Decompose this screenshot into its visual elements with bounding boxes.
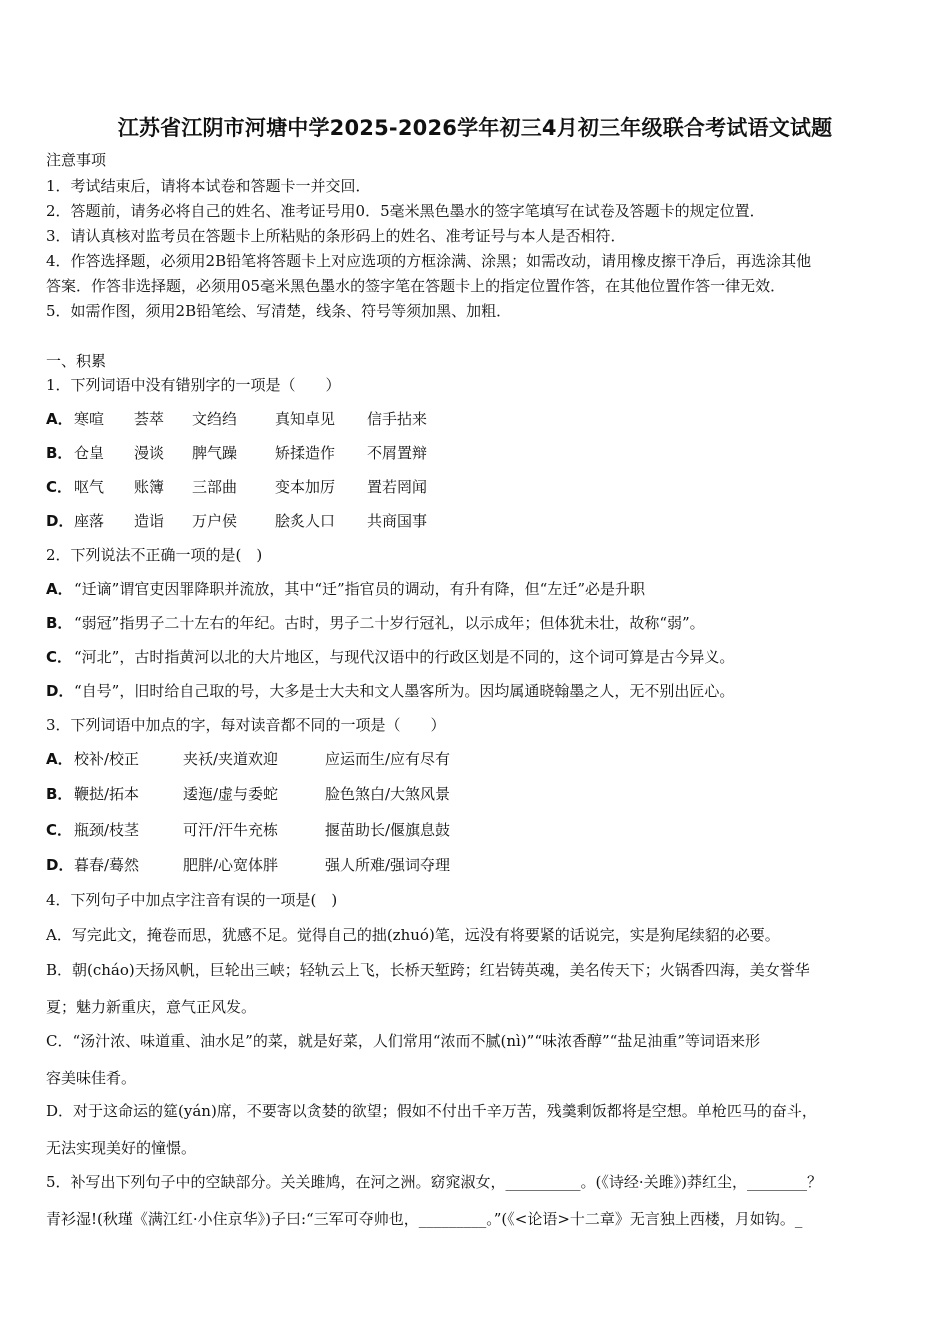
option-word: 脾气躁 [192,444,238,462]
option-text: “迁谪”谓官吏因罪降职并流放，其中“迁”指官员的调动，有升有降，但“左迁”必是升职 [74,580,646,598]
option-word: 仓皇 [74,444,105,462]
question-4-stem: 4．下列句子中加点字注音有误的一项是( ) [46,891,338,909]
section-heading: 一、积累 [46,352,107,370]
option-word: 夹袄/夹道欢迎 [183,750,279,768]
question-1-stem: 1．下列词语中没有错别字的一项是（ ） [46,376,341,394]
option-word: 鞭挞/拓本 [74,785,140,803]
notice-item: 3．请认真核对监考员在答题卡上所粘贴的条形码上的姓名、准考证号与本人是否相符． [46,227,626,245]
option-word: 矫揉造作 [275,444,336,462]
notice-item: 5．如需作图，须用2B铅笔绘、写清楚，线条、符号等须加黑、加粗． [46,302,512,320]
option-label: C． [46,821,73,839]
option-label: B． [46,444,73,462]
option-label: B． [46,785,73,803]
option-word: 漫谈 [134,444,165,462]
option-label: D． [46,512,74,530]
notice-item: 4．作答选择题，必须用2B铅笔将答题卡上对应选项的方框涂满、涂黑；如需改动，请用橡皮擦干净后，再选涂其他 [46,252,812,270]
option-text: “自号”，旧时给自己取的号，大多是士大夫和文人墨客所为。因均属通晓翰墨之人，无不别出匠心。 [74,682,735,700]
question-4-line: 无法实现美好的憧憬。 [46,1139,197,1157]
question-4-line: A．写完此文，掩卷而思，犹感不足。觉得自己的拙(zhuó)笔，远没有将要紧的话说完，实是狗尾续貂的必要。 [46,926,780,944]
question-4-line: B．朝(cháo)天扬风帆，巨轮出三峡；轻轨云上飞，长桥天堑跨；红岩铸英魂，美名传天下；火锅香四海，美女誉华 [46,961,810,979]
question-3-stem: 3．下列词语中加点的字，每对读音都不同的一项是（ ） [46,716,446,734]
option-word: 座落 [74,512,105,530]
option-word: 暮春/蓦然 [74,856,140,874]
option-word: 校补/校正 [74,750,140,768]
option-word: 置若罔闻 [367,478,428,496]
question-2-stem: 2．下列说法不正确一项的是( ) [46,546,263,564]
notice-item: 2．答题前，请务必将自己的姓名、准考证号用0．5毫米黑色墨水的签字笔填写在试卷及答题卡的规定位置． [46,202,765,220]
question-4-line: 容美味佳肴。 [46,1069,137,1087]
option-word: 瓶颈/枝茎 [74,821,140,839]
option-label: C． [46,648,73,666]
option-word: 文绉绉 [192,410,238,428]
option-word: 账簿 [134,478,165,496]
question-4-line: D．对于这命运的筵(yán)席，不要寄以贪婪的欲望；假如不付出千辛万苦，残羹剩饭都将是空想。单枪匹马的奋斗， [46,1102,817,1120]
option-word: 呕气 [74,478,105,496]
notice-heading: 注意事项 [46,151,107,169]
option-word: 信手拈来 [367,410,428,428]
option-word: 寒喧 [74,410,105,428]
option-word: 强人所难/强词夺理 [325,856,451,874]
notice-item: 1．考试结束后，请将本试卷和答题卡一并交回． [46,177,371,195]
option-word: 真知卓见 [275,410,336,428]
option-text: “河北”，古时指黄河以北的大片地区，与现代汉语中的行政区划是不同的，这个词可算是古今异义。 [74,648,735,666]
option-word: 万户侯 [192,512,238,530]
option-label: B． [46,614,73,632]
option-label: A． [46,580,73,598]
option-word: 应运而生/应有尽有 [325,750,451,768]
option-word: 逶迤/虚与委蛇 [183,785,279,803]
option-word: 不屑置辩 [367,444,428,462]
option-label: C． [46,478,73,496]
question-5-line: 青衫湿!(秋瑾《满江红·小住京华》)子曰:“三军可夺帅也，_________。”(《<论语>十二章》无言独上西楼，月如钩。_ [46,1210,803,1228]
option-label: A． [46,410,73,428]
option-label: D． [46,856,74,874]
option-text: “弱冠”指男子二十左右的年纪。古时，男子二十岁行冠礼，以示成年；但体犹未壮，故称“弱”。 [74,614,705,632]
question-5-line: 5．补写出下列句子中的空缺部分。关关雎鸠，在河之洲。窈窕淑女，__________。(《诗经·关雎》)莽红尘，________？ [46,1173,823,1191]
option-word: 肥胖/心宽体胖 [183,856,279,874]
option-word: 脸色煞白/大煞风景 [325,785,451,803]
option-word: 可汗/汗牛充栋 [183,821,279,839]
option-word: 荟萃 [134,410,165,428]
option-word: 脍炙人口 [275,512,336,530]
notice-item: 答案．作答非选择题，必须用05毫米黑色墨水的签字笔在答题卡上的指定位置作答，在其他位置作答一律无效． [46,277,786,295]
option-word: 共商国事 [367,512,428,530]
option-word: 变本加厉 [275,478,336,496]
option-word: 三部曲 [192,478,238,496]
option-word: 造诣 [134,512,165,530]
option-label: D． [46,682,74,700]
question-4-line: 夏；魅力新重庆，意气正风发。 [46,998,257,1016]
option-label: A． [46,750,73,768]
exam-title: 江苏省江阴市河塘中学2025-2026学年初三4月初三年级联合考试语文试题 [117,116,833,140]
question-4-line: C．“汤汁浓、味道重、油水足”的菜，就是好菜，人们常用“浓而不腻(nì)”“味浓香醇”“盐足油重”等词语来形 [46,1032,760,1050]
option-word: 揠苗助长/偃旗息鼓 [325,821,451,839]
